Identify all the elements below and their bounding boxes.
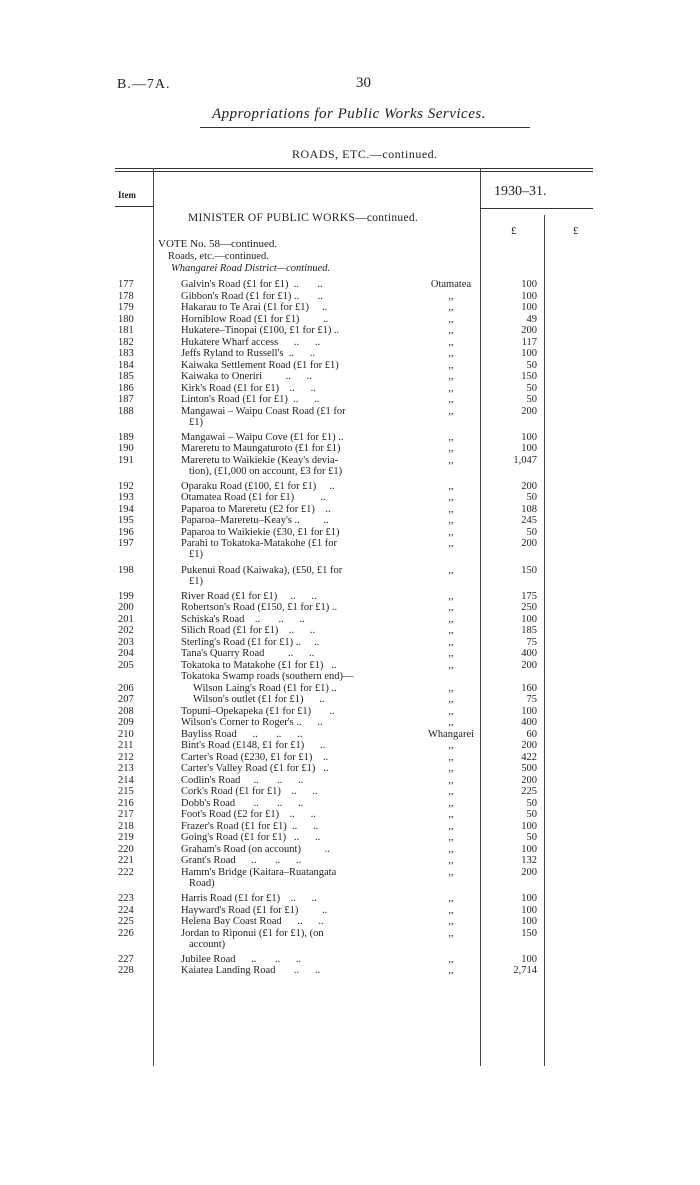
road-name [181, 786, 393, 797]
item-number: 199 [118, 590, 134, 602]
amount-cell: 132 [521, 855, 537, 867]
district-cell: ,, [448, 290, 454, 302]
district-cell: ,, [448, 405, 454, 417]
district-heading: Whangarei Road District—continued. [171, 263, 331, 274]
road-name-line: Linton's Road (£1 for £1) .. .. [181, 394, 320, 405]
item-number: 190 [118, 443, 134, 455]
item-column-divider [153, 168, 154, 1066]
item-number: 201 [118, 613, 134, 625]
road-name-line: Paparoa to Mareretu (£2 for £1) .. [181, 503, 331, 515]
item-number: 226 [118, 927, 134, 939]
road-name [181, 775, 393, 786]
road-name [181, 867, 393, 889]
item-number: 182 [118, 336, 134, 348]
road-name [181, 671, 393, 682]
road-name [181, 954, 393, 965]
item-number: 193 [118, 492, 134, 504]
road-name [181, 965, 393, 976]
road-name-line: Hamm's Bridge (Kaitara–Ruatangata [181, 866, 337, 878]
road-name-line: Mareretu to Maungaturoto (£1 for £1) [181, 443, 341, 455]
item-number: 183 [118, 348, 134, 359]
item-number: 188 [118, 405, 134, 417]
road-name [181, 432, 393, 443]
road-name-line: Robertson's Road (£150, £1 for £1) .. [181, 602, 338, 614]
road-name [181, 706, 393, 717]
road-name-line: tion), (£1,000 on account, £3 for £1) [189, 465, 343, 477]
inner-amount-divider [544, 215, 545, 1066]
road-name [181, 455, 393, 477]
amount-cell: 100 [521, 843, 537, 855]
amount-cell: 100 [521, 953, 537, 965]
district-cell: ,, [448, 602, 454, 614]
district-cell: Whangarei [427, 728, 475, 740]
item-number: 214 [118, 774, 134, 786]
amount-cell: 200 [521, 774, 537, 786]
district-cell: ,, [448, 659, 454, 671]
road-name [181, 729, 393, 740]
district-cell: ,, [448, 480, 454, 492]
amount-cell: 60 [526, 728, 537, 740]
road-name-line: Wilson's outlet (£1 for £1) .. [193, 694, 325, 706]
title-rule [200, 127, 530, 128]
district-cell: ,, [448, 832, 454, 844]
item-number: 204 [118, 648, 134, 660]
district-cell: Otamatea [430, 279, 472, 290]
road-name-line: Galvin's Road (£1 for £1) .. .. [181, 279, 323, 290]
road-name-line: Helena Bay Coast Road .. .. [181, 916, 324, 927]
road-name [181, 371, 393, 382]
minister-heading: MINISTER OF PUBLIC WORKS—continued. [188, 212, 419, 224]
road-name [181, 637, 393, 648]
district-cell: ,, [448, 694, 454, 706]
district-cell: ,, [448, 590, 454, 602]
district-cell: ,, [448, 336, 454, 348]
road-name [181, 406, 393, 428]
amount-cell: 50 [526, 382, 537, 394]
road-name [181, 515, 393, 526]
road-name-line: Frazer's Road (£1 for £1) .. .. [181, 820, 319, 832]
road-name-line: Dobb's Road .. .. .. [181, 797, 304, 809]
item-number: 196 [118, 526, 134, 538]
road-name-line: Carter's Valley Road (£1 for £1) .. [181, 763, 329, 775]
road-name-line: account) [189, 938, 226, 950]
road-name-line: Codlin's Road .. .. .. [181, 774, 304, 786]
amount-cell: 50 [526, 809, 537, 821]
amount-cell: 200 [521, 405, 537, 417]
road-name-line: Horniblow Road (£1 for £1) .. [181, 313, 329, 325]
road-name [181, 625, 393, 636]
item-number: 208 [118, 705, 134, 717]
amount-cell: 150 [521, 371, 537, 382]
road-name-line: Jubilee Road .. .. .. [181, 953, 302, 965]
district-cell: ,, [448, 682, 454, 694]
road-name [181, 492, 393, 503]
road-name-line: Jordan to Riponui (£1 for £1), (on [181, 927, 324, 939]
item-number: 217 [118, 809, 134, 821]
district-cell: ,, [448, 705, 454, 717]
amount-cell: 50 [526, 492, 537, 504]
item-number: 213 [118, 763, 134, 775]
road-name [181, 717, 393, 728]
road-name-line: Jeffs Ryland to Russell's .. .. [181, 348, 315, 359]
road-name [181, 481, 393, 492]
road-name-line: Tana's Quarry Road .. .. [181, 648, 315, 660]
item-number: 178 [118, 290, 134, 302]
district-cell: ,, [448, 904, 454, 916]
road-name-line: Topuni–Opekapeka (£1 for £1) .. [181, 705, 335, 717]
road-name-line: Carter's Road (£230, £1 for £1) .. [181, 751, 329, 763]
district-cell: ,, [448, 313, 454, 325]
item-number: 180 [118, 313, 134, 325]
table-top-rule-2 [115, 171, 593, 172]
amount-cell: 100 [521, 904, 537, 916]
district-cell: ,, [448, 797, 454, 809]
amount-cell: 100 [521, 613, 537, 625]
district-cell: ,, [448, 820, 454, 832]
item-number: 223 [118, 893, 134, 904]
year-under-rule [480, 208, 593, 209]
road-name [181, 832, 393, 843]
item-number: 191 [118, 454, 134, 466]
district-cell: ,, [448, 302, 454, 313]
road-name-line: Foot's Road (£2 for £1) .. .. [181, 809, 316, 821]
item-number: 220 [118, 843, 134, 855]
item-number: 177 [118, 279, 134, 290]
roads-subheading: Roads, etc.—continued. [168, 251, 269, 262]
road-name-line: Going's Road (£1 for £1) .. .. [181, 832, 321, 844]
amount-cell: 75 [526, 694, 537, 706]
district-cell: ,, [448, 382, 454, 394]
item-number: 206 [118, 682, 134, 694]
road-name-line: Bayliss Road .. .. .. [181, 728, 303, 740]
road-name [181, 905, 393, 916]
road-name [181, 394, 393, 405]
item-number: 200 [118, 602, 134, 614]
road-name-line: Kaiwaka to Oneriri .. .. [181, 371, 312, 382]
road-name-line: River Road (£1 for £1) .. .. [181, 590, 317, 602]
road-name [193, 683, 393, 694]
road-name-line: Tokatoka Swamp roads (southern end)— [181, 671, 354, 683]
road-name-line: Hayward's Road (£1 for £1) .. [181, 904, 328, 916]
amount-cell: 100 [521, 893, 537, 904]
amount-cell: 200 [521, 866, 537, 878]
amount-cell: 1,047 [513, 454, 537, 466]
amount-cell: 200 [521, 740, 537, 752]
road-name [181, 821, 393, 832]
item-number: 228 [118, 965, 134, 977]
road-name [181, 855, 393, 866]
road-name [181, 538, 393, 560]
road-name [181, 602, 393, 613]
amount-cell: 225 [521, 786, 537, 798]
amount-cell: 50 [526, 359, 537, 371]
road-name-line: Paparoa to Waikiekie (£30, £1 for £1) [181, 526, 340, 538]
district-cell: ,, [448, 325, 454, 336]
amount-cell: 185 [521, 625, 537, 637]
district-cell: ,, [448, 371, 454, 382]
road-name [181, 660, 393, 671]
district-cell: ,, [448, 526, 454, 538]
road-name-line: Kaiwaka Settlement Road (£1 for £1) [181, 359, 339, 371]
amount-cell: 160 [521, 682, 537, 694]
district-cell: ,, [448, 717, 454, 729]
item-number: 207 [118, 694, 134, 706]
district-cell: ,, [448, 965, 454, 977]
road-name [181, 648, 393, 659]
item-number: 203 [118, 636, 134, 648]
road-name [181, 591, 393, 602]
page-title: Appropriations for Public Works Services. [212, 106, 486, 122]
road-name [181, 893, 393, 904]
vote-heading: VOTE No. 58—continued. [158, 238, 278, 250]
amount-cell: 400 [521, 717, 537, 729]
road-name [181, 809, 393, 820]
road-name-line: Cork's Road (£1 for £1) .. .. [181, 786, 318, 798]
amount-cell: 150 [521, 564, 537, 576]
road-name [181, 844, 393, 855]
amount-cell: 100 [521, 443, 537, 455]
year-column-header: 1930–31. [494, 184, 547, 199]
road-name [181, 527, 393, 538]
item-column-header: Item [118, 190, 136, 200]
road-name-line: Mangawai – Waipu Cove (£1 for £1) .. [181, 431, 344, 443]
item-number: 194 [118, 503, 134, 515]
district-cell: ,, [448, 538, 454, 550]
amount-cell: 50 [526, 797, 537, 809]
road-name-line: Parahi to Tokatoka-Matakohe (£1 for [181, 538, 337, 550]
district-cell: ,, [448, 866, 454, 878]
item-number: 216 [118, 797, 134, 809]
document-code: B.—7A. [117, 77, 171, 92]
amount-cell: 100 [521, 916, 537, 927]
road-name-line: £1) [189, 549, 203, 561]
road-name [181, 279, 393, 290]
section-title: ROADS, ETC.—continued. [292, 147, 438, 161]
amount-cell: 100 [521, 279, 537, 290]
road-name-line: £1) [189, 416, 203, 428]
road-name-line: Tokatoka to Matakohe (£1 for £1) .. [181, 659, 337, 671]
road-name [181, 798, 393, 809]
road-name-line: Kaiatea Landing Road .. .. [181, 965, 321, 977]
amount-cell: 117 [521, 336, 537, 348]
road-name [181, 443, 393, 454]
amount-cell: 50 [526, 394, 537, 405]
road-name-line: Otamatea Road (£1 for £1) .. [181, 492, 326, 504]
item-number: 202 [118, 625, 134, 637]
district-cell: ,, [448, 492, 454, 504]
item-number: 198 [118, 564, 134, 576]
item-number: 224 [118, 904, 134, 916]
amount-cell: 2,714 [513, 965, 537, 977]
item-under-rule [115, 206, 153, 207]
item-number: 184 [118, 359, 134, 371]
road-name-line: Hakarau to Te Arai (£1 for £1) .. [181, 302, 328, 313]
district-cell: ,, [448, 893, 454, 904]
item-number: 185 [118, 371, 134, 382]
road-name-line: Schiska's Road .. .. .. [181, 613, 305, 625]
item-number: 181 [118, 325, 134, 336]
item-number: 187 [118, 394, 134, 405]
district-cell: ,, [448, 927, 454, 939]
road-name [181, 928, 393, 950]
pound-unit-1: £ [511, 225, 517, 237]
district-cell: ,, [448, 636, 454, 648]
road-name-line: Pukenui Road (Kaiwaka), (£50, £1 for [181, 564, 343, 576]
amount-cell: 100 [521, 820, 537, 832]
district-cell: ,, [448, 613, 454, 625]
item-number: 222 [118, 866, 134, 878]
amount-cell: 400 [521, 648, 537, 660]
road-name-line: Road) [189, 877, 215, 889]
road-name-line: Bint's Road (£148, £1 for £1) .. [181, 740, 326, 752]
district-cell: ,, [448, 394, 454, 405]
pound-unit-2: £ [573, 225, 579, 237]
district-cell: ,, [448, 564, 454, 576]
road-name-line: Wilson Laing's Road (£1 for £1) .. [193, 682, 337, 694]
amount-cell: 100 [521, 290, 537, 302]
amount-cell: 100 [521, 348, 537, 359]
item-number: 186 [118, 382, 134, 394]
item-number: 215 [118, 786, 134, 798]
road-name-line: Hukatere Wharf access .. .. [181, 336, 321, 348]
road-name [181, 752, 393, 763]
road-name-line: Hukatere–Tinopai (£100, £1 for £1) .. [181, 325, 340, 336]
district-cell: ,, [448, 443, 454, 455]
amount-cell: 422 [521, 751, 537, 763]
amount-cell: 75 [526, 636, 537, 648]
road-name [181, 291, 393, 302]
road-name [181, 337, 393, 348]
amount-cell: 200 [521, 538, 537, 550]
district-cell: ,, [448, 648, 454, 660]
road-name [181, 565, 393, 587]
amount-cell: 500 [521, 763, 537, 775]
road-name-line: Graham's Road (on account) .. [181, 843, 330, 855]
road-name-line: Harris Road (£1 for £1) .. .. [181, 893, 317, 904]
amount-cell: 50 [526, 526, 537, 538]
amount-cell: 100 [521, 302, 537, 313]
district-cell: ,, [448, 359, 454, 371]
item-number: 211 [118, 740, 134, 752]
road-name-line: Kirk's Road (£1 for £1) .. .. [181, 382, 316, 394]
amount-cell: 150 [521, 927, 537, 939]
road-name [181, 763, 393, 774]
item-number: 212 [118, 751, 134, 763]
road-name [181, 302, 393, 313]
road-name-line: £1) [189, 575, 203, 587]
district-cell: ,, [448, 515, 454, 527]
road-name [181, 504, 393, 515]
district-cell: ,, [448, 786, 454, 798]
district-cell: ,, [448, 809, 454, 821]
item-number: 189 [118, 431, 134, 443]
table-top-rule [115, 168, 593, 169]
district-cell: ,, [448, 431, 454, 443]
road-name-line: Silich Road (£1 for £1) .. .. [181, 625, 316, 637]
road-name-line: Gibbon's Road (£1 for £1) .. .. [181, 290, 323, 302]
amount-cell: 245 [521, 515, 537, 527]
road-name [181, 916, 393, 927]
item-number: 195 [118, 515, 134, 527]
road-name [181, 383, 393, 394]
road-name [181, 348, 393, 359]
item-number: 219 [118, 832, 134, 844]
item-number: 218 [118, 820, 134, 832]
item-number: 210 [118, 728, 134, 740]
amount-cell: 200 [521, 480, 537, 492]
road-name [181, 740, 393, 751]
amount-cell: 175 [521, 590, 537, 602]
district-cell: ,, [448, 916, 454, 927]
district-cell: ,, [448, 763, 454, 775]
amount-cell: 50 [526, 832, 537, 844]
item-number: 225 [118, 916, 134, 927]
district-cell: ,, [448, 843, 454, 855]
road-name-line: Grant's Road .. .. .. [181, 855, 302, 867]
district-cell: ,, [448, 503, 454, 515]
item-number: 205 [118, 659, 134, 671]
district-cell: ,, [448, 625, 454, 637]
item-number: 221 [118, 855, 134, 867]
item-number: 227 [118, 953, 134, 965]
item-number: 209 [118, 717, 134, 729]
amount-cell: 100 [521, 705, 537, 717]
amount-cell: 200 [521, 659, 537, 671]
district-cell: ,, [448, 774, 454, 786]
amount-cell: 200 [521, 325, 537, 336]
amount-cell: 250 [521, 602, 537, 614]
road-name [181, 360, 393, 371]
road-name [181, 314, 393, 325]
road-name-line: Wilson's Corner to Roger's .. .. [181, 717, 323, 729]
district-cell: ,, [448, 751, 454, 763]
road-name-line: Sterling's Road (£1 for £1) .. .. [181, 636, 320, 648]
road-name-line: Oparaku Road (£100, £1 for £1) .. [181, 480, 335, 492]
amount-cell: 49 [526, 313, 537, 325]
road-name [181, 325, 393, 336]
amount-cell: 100 [521, 431, 537, 443]
district-cell: ,, [448, 454, 454, 466]
district-cell: ,, [448, 740, 454, 752]
district-cell: ,, [448, 348, 454, 359]
road-name-line: Mangawai – Waipu Coast Road (£1 for [181, 405, 346, 417]
item-number: 179 [118, 302, 134, 313]
amount-cell: 108 [521, 503, 537, 515]
road-name-line: Mareretu to Waikiekie (Keay's devia- [181, 454, 339, 466]
item-number: 197 [118, 538, 134, 550]
item-number: 192 [118, 480, 134, 492]
road-name-line: Paparoa–Mareretu–Keay's .. .. [181, 515, 329, 527]
road-name [193, 694, 393, 705]
district-cell: ,, [448, 953, 454, 965]
page-number: 30 [356, 75, 371, 91]
district-cell: ,, [448, 855, 454, 867]
road-name [181, 614, 393, 625]
